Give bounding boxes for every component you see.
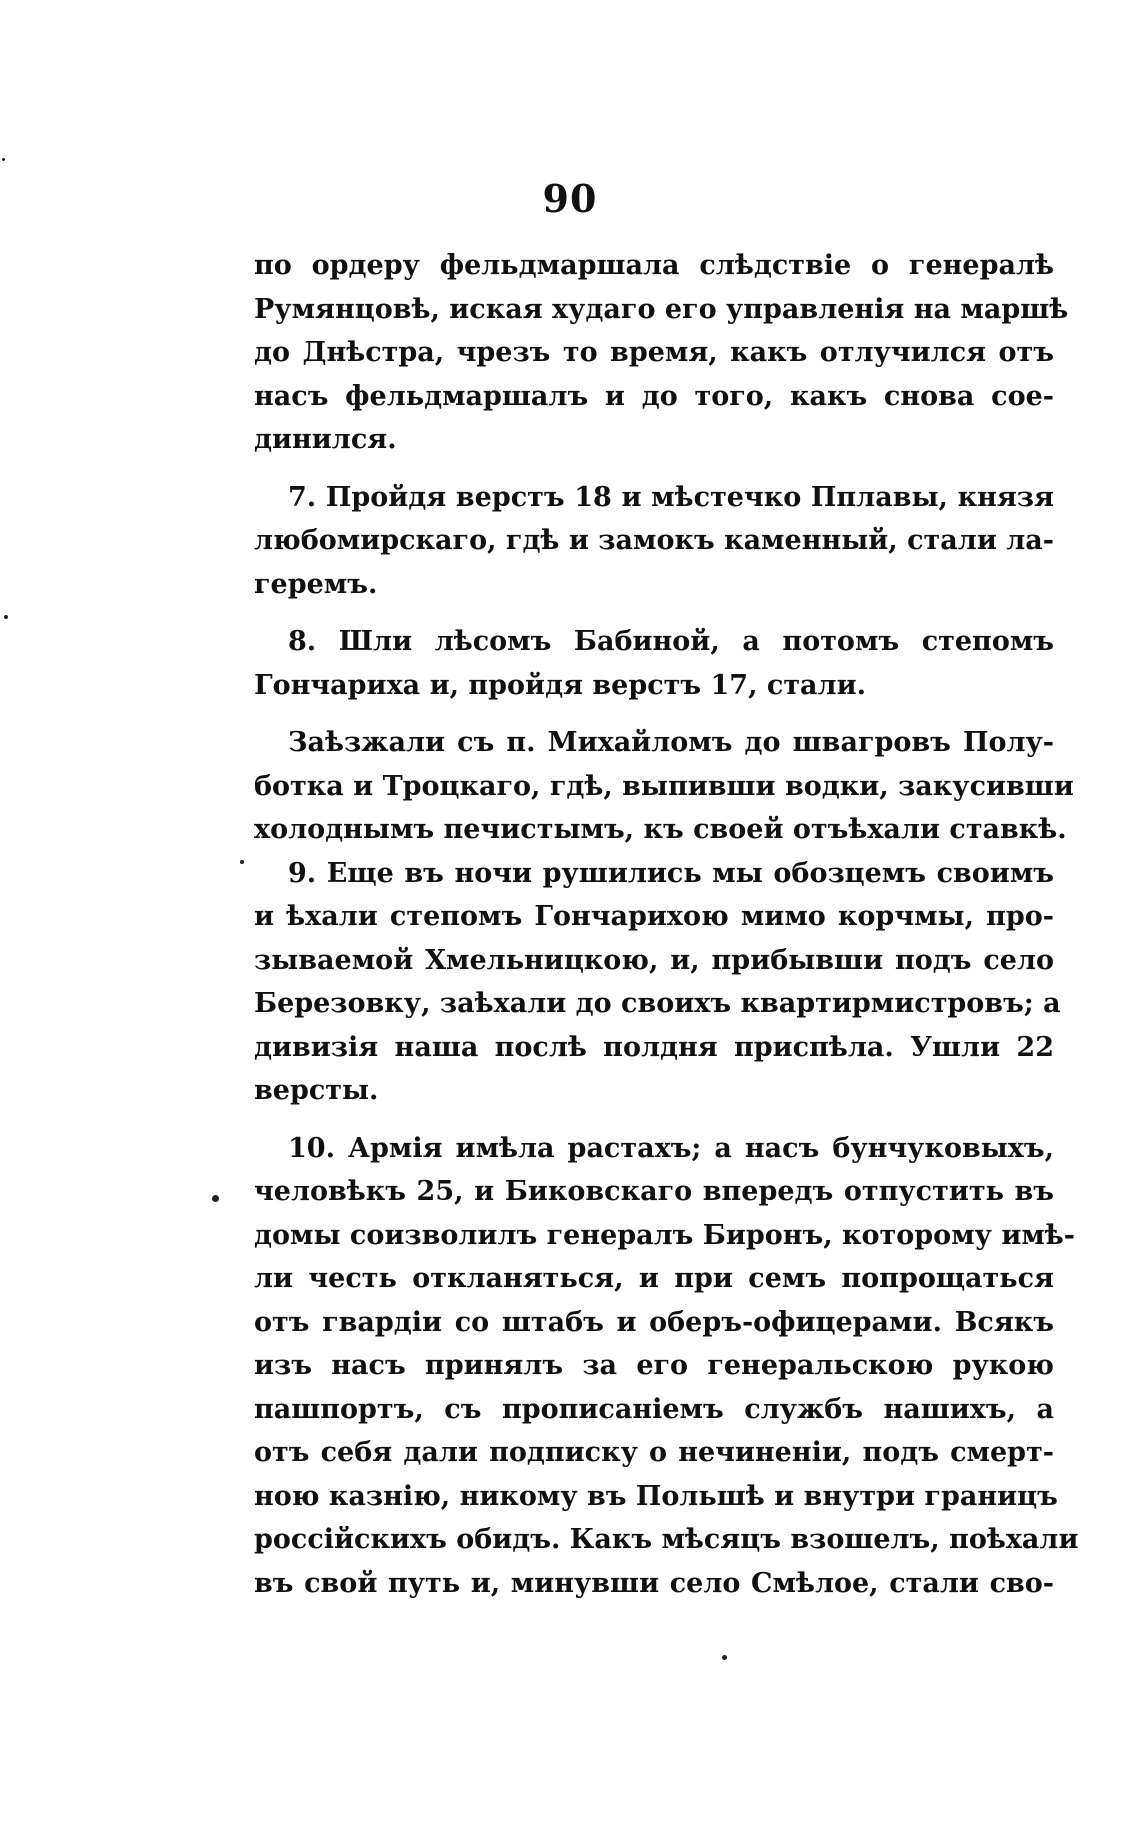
- paragraph-entry-9: [254, 852, 1061, 1113]
- text-line: ботка и Троцкаго, гдѣ, выпивши водки, закусивши: [254, 770, 1074, 802]
- text-line: по ордеру фельдмаршала слѣдствіе о генералѣ: [254, 250, 1054, 281]
- paragraph-continuation: [254, 244, 1069, 462]
- text-line: до Днѣстра, чрезъ то время, какъ отлучился отъ: [254, 337, 1054, 368]
- text-line: 9. Еще въ ночи рушились мы обозцемъ своимъ: [288, 857, 1054, 889]
- text-line: 8. Шли лѣсомъ Бабиной, а потомъ степомъ: [288, 626, 1054, 657]
- paragraph-visit: [254, 721, 1074, 852]
- text-line: версты.: [254, 1075, 379, 1106]
- text-line: Березовку, заѣхали до своихъ квартирмистровъ; а: [254, 988, 1061, 1019]
- paragraph-entry-8: [254, 620, 1054, 707]
- text-line: Румянцовѣ, иская худаго его управленія на маршѣ: [254, 293, 1069, 325]
- text-line: домы соизволилъ генералъ Биронъ, которому имѣ-: [254, 1219, 1075, 1251]
- text-line: ною казнію, никому въ Польшѣ и внутри границъ: [254, 1480, 1058, 1512]
- text-line: отъ себя дали подписку о нечиненіи, подъ смерт-: [254, 1437, 1054, 1468]
- scan-speck: [212, 1195, 219, 1202]
- text-line: насъ фельдмаршалъ и до того, какъ снова сое-: [254, 380, 1054, 412]
- text-line: пашпортъ, съ прописаніемъ службъ нашихъ, а: [254, 1393, 1054, 1425]
- text-line: динился.: [254, 424, 397, 455]
- text-line: геремъ.: [254, 568, 378, 600]
- scan-speck: [2, 158, 5, 161]
- text-line: дивизія наша послѣ полдня приспѣла. Ушли 22: [254, 1031, 1054, 1063]
- text-line: Гончариха и, пройдя верстъ 17, стали.: [254, 669, 867, 701]
- body-text: [254, 244, 1079, 1605]
- text-line: зываемой Хмельницкою, и, прибывши подъ село: [254, 944, 1054, 976]
- text-line: отъ гвардіи со штабъ и оберъ-офицерами. Всякъ: [254, 1306, 1054, 1338]
- text-line: и ѣхали степомъ Гончарихою мимо корчмы, про-: [254, 901, 1054, 932]
- text-line: ли честь откланяться, и при семъ попрощаться: [254, 1263, 1054, 1294]
- text-line: человѣкъ 25, и Биковскаго впередъ отпустить въ: [254, 1176, 1054, 1207]
- scan-speck: [722, 1655, 727, 1660]
- text-line: любомирскаго, гдѣ и замокъ каменный, стали ла-: [254, 525, 1054, 556]
- text-line: Заѣзжали съ п. Михайломъ до швагровъ Полу-: [288, 727, 1054, 758]
- paragraph-entry-10: [254, 1127, 1079, 1606]
- text-line: холоднымъ печистымъ, къ своей отъѣхали ставкѣ.: [254, 814, 1067, 845]
- paragraph-entry-7: [254, 476, 1054, 607]
- text-line: 7. Пройдя верстъ 18 и мѣстечко Пплавы, князя: [288, 481, 1054, 513]
- text-line: въ свой путь и, минувши село Смѣлое, стали сво-: [254, 1567, 1054, 1599]
- text-line: 10. Армія имѣла растахъ; а насъ бунчуковыхъ,: [288, 1132, 1054, 1164]
- scan-speck: [4, 615, 8, 619]
- text-line: изъ насъ принялъ за его генеральскою рукою: [254, 1350, 1054, 1381]
- scan-speck: [240, 860, 244, 864]
- text-line: россійскихъ обидъ. Какъ мѣсяцъ взошелъ, поѣхали: [254, 1524, 1079, 1555]
- page-number: 90: [542, 176, 598, 221]
